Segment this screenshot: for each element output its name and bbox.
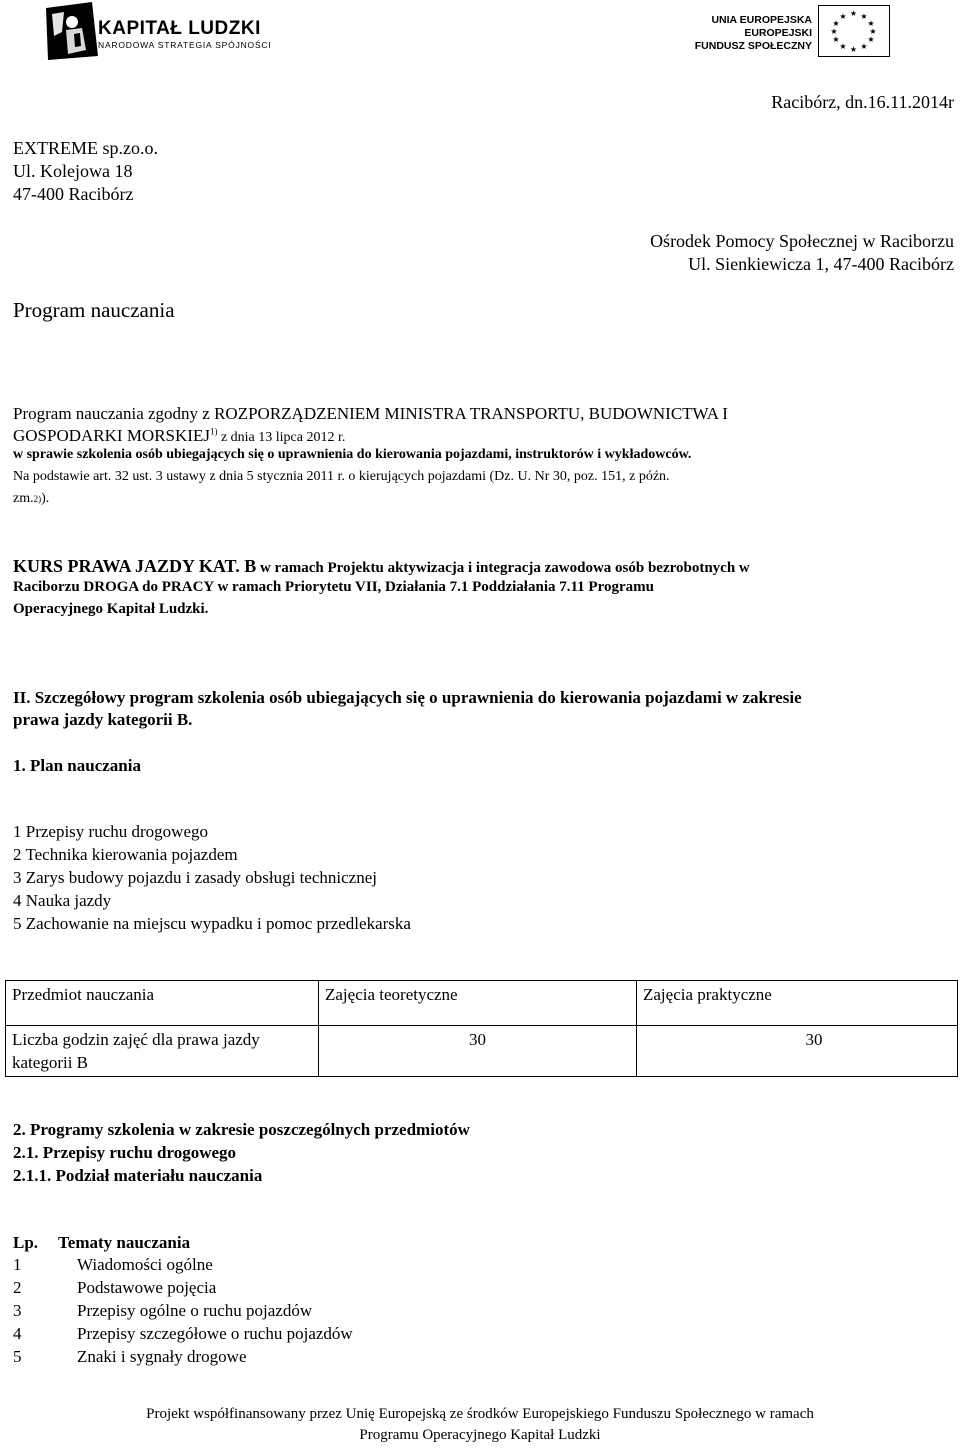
table-header-row: [6, 981, 958, 1026]
sender-city: 47-400 Racibórz: [13, 184, 134, 204]
recipient-name: Ośrodek Pomocy Społecznej w Raciborzu: [650, 231, 954, 251]
header-cell-theory: Zajęcia teoretyczne: [319, 981, 637, 1026]
topic-title: Znaki i sygnały drogowe: [77, 1347, 247, 1366]
topic-lp: 2: [13, 1278, 22, 1297]
svg-text:★: ★: [860, 42, 868, 51]
svg-text:★: ★: [867, 19, 875, 28]
eu-logo-text: [695, 14, 812, 53]
row-label-line-2: kategorii B: [12, 1053, 89, 1072]
topic-title: Przepisy szczegółowe o ruchu pojazdów: [77, 1324, 353, 1343]
topic-lp: 4: [13, 1324, 22, 1343]
practice-hours-cell: 30: [637, 1026, 958, 1077]
topic-lp: 1: [13, 1255, 22, 1274]
recipient-address: Ul. Sienkiewicza 1, 47-400 Racibórz: [688, 254, 954, 274]
eu-logo-line1: UNIA EUROPEJSKA: [711, 14, 812, 26]
intro-line-5-b: ).: [41, 491, 50, 506]
intro-line-3: w sprawie szkolenia osób ubiegających się o uprawnienia do kierowania pojazdami, instruktorów i wykładowców.: [13, 447, 692, 462]
row-label-line-1: Liczba godzin zajęć dla prawa jazdy: [12, 1030, 260, 1049]
plan-item: 3 Zarys budowy pojazdu i zasady obsługi technicznej: [13, 868, 377, 887]
eu-flag-icon: [818, 5, 890, 57]
topic-title: Przepisy ogólne o ruchu pojazdów: [77, 1301, 313, 1320]
svg-text:★: ★: [830, 27, 838, 36]
plan-heading: 1. Plan nauczania: [13, 756, 141, 775]
logo-left-subtitle: NARODOWA STRATEGIA SPÓJNOŚCI: [98, 40, 272, 50]
row-label-cell: [6, 1026, 319, 1077]
programs-subheading: 2.1. Przepisy ruchu drogowego: [13, 1143, 237, 1162]
course-line-2: Raciborzu DROGA do PRACY w ramach Priorytetu VII, Działania 7.1 Poddziałania 7.11 Programu: [13, 579, 654, 595]
logo-left-title: KAPITAŁ LUDZKI: [98, 18, 261, 39]
intro-line-2-a: GOSPODARKI MORSKIEJ: [13, 426, 210, 445]
intro-line-4: Na podstawie art. 32 ust. 3 ustawy z dnia 5 stycznia 2011 r. o kierujących pojazdami (Dz. U. Nr 30, poz. 151, z późn.: [13, 469, 670, 484]
programs-heading: 2. Programy szkolenia w zakresie poszczególnych przedmiotów: [13, 1120, 470, 1139]
topics-col-lp: Lp.: [13, 1233, 39, 1252]
svg-text:★: ★: [839, 12, 847, 21]
doc-title: Program nauczania: [13, 298, 175, 322]
intro-line-2: [13, 426, 345, 446]
svg-text:★: ★: [849, 45, 858, 54]
section-ii-line-2: prawa jazdy kategorii B.: [13, 710, 193, 729]
plan-item: 1 Przepisy ruchu drogowego: [13, 822, 208, 841]
table-row: [6, 1026, 958, 1077]
section-ii-line-1: II. Szczegółowy program szkolenia osób ubiegających się o uprawnienia do kierowania pojazdami w zakresie: [13, 688, 802, 707]
footer-line-1: Projekt współfinansowany przez Unię Europejską ze środków Europejskiego Funduszu Społecznego w ramach: [146, 1406, 814, 1422]
sender-street: Ul. Kolejowa 18: [13, 161, 133, 181]
footnote-ref-1: 1): [209, 426, 218, 437]
topic-title: Wiadomości ogólne: [77, 1255, 213, 1274]
header-cell-practice: Zajęcia praktyczne: [637, 981, 958, 1026]
topic-title: Podstawowe pojęcia: [77, 1278, 217, 1297]
svg-text:★: ★: [867, 35, 875, 44]
programs-subsubheading: 2.1.1. Podział materiału nauczania: [13, 1166, 263, 1185]
plan-item: 5 Zachowanie na miejscu wypadku i pomoc przedlekarska: [13, 914, 411, 933]
course-line-1-rest: w ramach Projektu aktywizacja i integracja zawodowa osób bezrobotnych w: [256, 560, 750, 576]
svg-text:★: ★: [832, 19, 840, 28]
page-footer: [0, 1404, 960, 1446]
intro-line-2-b: z dnia 13 lipca 2012 r.: [217, 430, 346, 445]
theory-hours-cell: 30: [319, 1026, 637, 1077]
course-line-1: [13, 556, 750, 577]
plan-item: 4 Nauka jazdy: [13, 891, 112, 910]
topic-lp: 5: [13, 1347, 22, 1366]
svg-text:★: ★: [839, 42, 847, 51]
footnote-ref-2: 2): [33, 494, 42, 504]
topic-lp: 3: [13, 1301, 22, 1320]
header-cell-subject: Przedmiot nauczania: [6, 981, 319, 1026]
plan-item: 2 Technika kierowania pojazdem: [13, 845, 238, 864]
topics-col-title: Tematy nauczania: [58, 1233, 191, 1252]
svg-text:★: ★: [832, 35, 840, 44]
eu-logo-line2: EUROPEJSKI: [744, 27, 812, 39]
intro-line-5: [13, 491, 49, 507]
kapital-ludzki-emblem-icon: [42, 0, 102, 62]
footer-line-2: Programu Operacyjnego Kapitał Ludzki: [359, 1427, 601, 1443]
svg-text:★: ★: [869, 27, 877, 36]
eu-logo-line3: FUNDUSZ SPOŁECZNY: [694, 40, 812, 52]
svg-text:★: ★: [860, 12, 868, 21]
svg-text:★: ★: [849, 9, 858, 18]
hours-table: [5, 980, 958, 1077]
place-date: Racibórz, dn.16.11.2014r: [771, 92, 954, 112]
intro-line-5-a: zm.: [13, 491, 34, 506]
course-line-3: Operacyjnego Kapitał Ludzki.: [13, 601, 209, 617]
sender-name: EXTREME sp.zo.o.: [13, 138, 158, 158]
course-lead: KURS PRAWA JAZDY KAT. B: [13, 556, 257, 576]
intro-line-1: Program nauczania zgodny z ROZPORZĄDZENIEM MINISTRA TRANSPORTU, BUDOWNICTWA I: [13, 404, 728, 423]
